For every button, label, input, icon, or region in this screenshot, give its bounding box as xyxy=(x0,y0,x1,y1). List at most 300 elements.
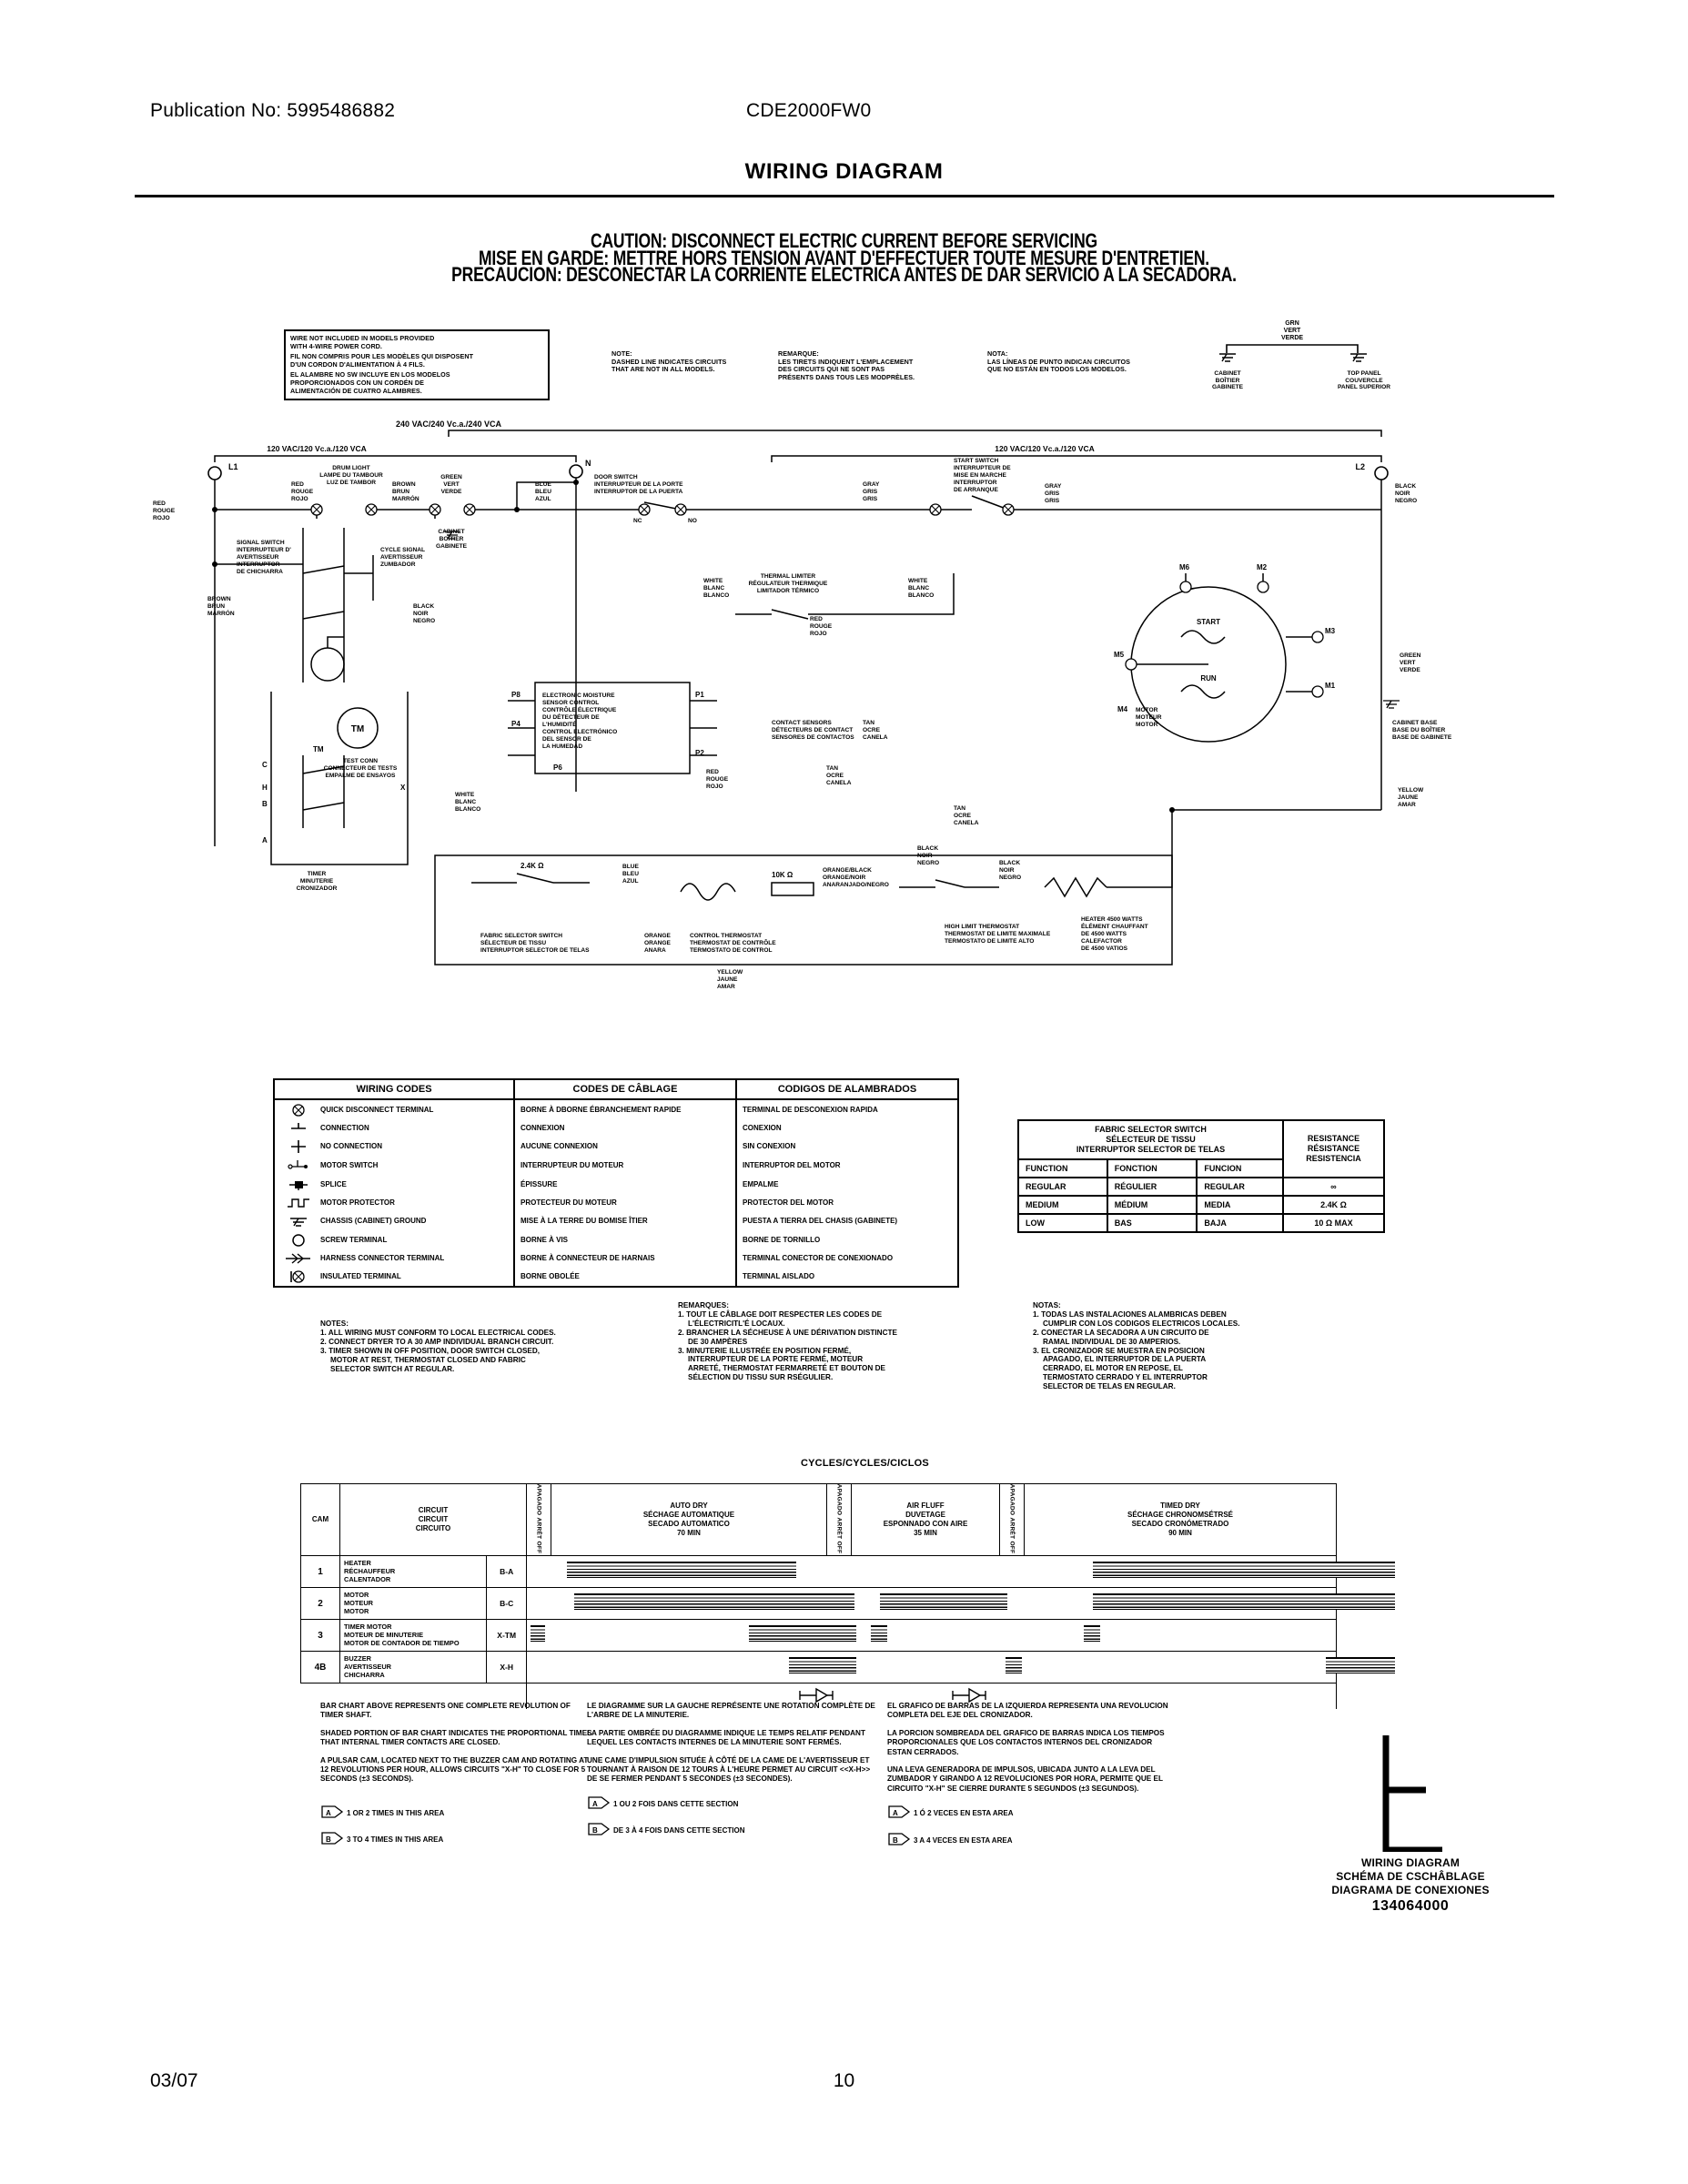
code-label-en: CHASSIS (CABINET) GROUND xyxy=(317,1211,514,1230)
cam-bar xyxy=(880,1593,1007,1610)
circuit-header-fr: CIRCUIT xyxy=(418,1515,449,1524)
flag-legend-text: 3 TO 4 TIMES IN THIS AREA xyxy=(347,1835,444,1845)
footer-page-number: 10 xyxy=(833,2070,855,2091)
wire-label: VERDE xyxy=(440,489,462,495)
wire-label: ROJO xyxy=(810,631,827,637)
component-label: INTERRUPTEUR D' xyxy=(237,547,291,553)
component-label: MISE EN MARCHE xyxy=(954,472,1006,479)
svg-text:A: A xyxy=(326,1808,331,1817)
code-label-fr: BORNE À DBORNE ÉBRANCHEMENT RAPIDE xyxy=(514,1099,736,1119)
flag-b-icon xyxy=(887,1833,911,1848)
fabric-title-fr: SÉLECTEUR DE TISSU xyxy=(1106,1135,1196,1144)
component-label: CONTROL ELECTRÓNICO xyxy=(542,729,618,735)
fabric-resistance: 2.4K Ω xyxy=(1283,1196,1384,1214)
wire-label: RED xyxy=(153,500,166,507)
notes-es xyxy=(1033,1301,1333,1391)
chassis-ground-icons xyxy=(444,531,1400,708)
cycle-header-auto-dry xyxy=(551,1484,827,1556)
wire-label: GRAY xyxy=(863,481,880,488)
fabric-title-en: FABRIC SELECTOR SWITCH xyxy=(1095,1125,1207,1134)
wire-label: BLEU xyxy=(535,489,551,495)
cycle-name: AUTO DRY xyxy=(670,1502,708,1511)
component-label: RÉGULATEUR THERMIQUE xyxy=(748,581,828,587)
explanation-en xyxy=(320,1702,593,1848)
note-item: CERRADO, EL MOTOR EN REPOSE, EL xyxy=(1043,1364,1183,1373)
wire-note-line: PROPORCIONADOS CON UN CORDÉN DE xyxy=(290,378,424,387)
wire-label: ROJO xyxy=(153,515,170,521)
component-label: MOTEUR xyxy=(1136,714,1162,721)
wire-label: BLANC xyxy=(703,585,725,592)
component-label: TERMOSTATO DE CONTROL xyxy=(690,947,773,954)
circuit-name: RÉCHAUFFEUR xyxy=(344,1566,396,1575)
component-label: FABRIC SELECTOR SWITCH xyxy=(480,933,562,939)
code-label-fr: MISE À LA TERRE DU BOMISE ÎTIER xyxy=(514,1211,736,1230)
off-label: ARRÊT xyxy=(1008,1517,1016,1540)
no-connection-icon xyxy=(274,1137,317,1156)
terminal-m3: M3 xyxy=(1325,627,1336,635)
flag-legend-a-en xyxy=(320,1805,593,1821)
fabric-resistance: ∞ xyxy=(1283,1178,1384,1196)
cycle-name: ESPONNADO CON AIRE xyxy=(883,1520,968,1529)
splice-icon xyxy=(274,1175,317,1194)
cam-circuit xyxy=(340,1588,487,1620)
flag-legend-b-es xyxy=(887,1833,1169,1848)
wire-label: OCRE xyxy=(863,727,881,733)
component-label: BOÎTIER xyxy=(439,536,464,542)
flag-legend-b-fr xyxy=(587,1823,878,1838)
wire-label: OCRE xyxy=(826,773,844,779)
note-item: DE 30 AMPÈRES xyxy=(688,1337,748,1346)
wire-label: GRIS xyxy=(863,496,878,502)
wire-note-line: ALIMENTACIÓN DE CUATRO ALAMBRES. xyxy=(290,386,422,395)
fabric-fn-en: REGULAR xyxy=(1018,1178,1107,1196)
resistance-title-fr: RÉSISTANCE xyxy=(1307,1144,1360,1153)
schematic-labels xyxy=(228,420,1365,471)
code-label-es: SIN CONEXION xyxy=(736,1137,958,1156)
component-label: CONTRÔLE ÉLECTRIQUE xyxy=(542,707,617,713)
code-label-en: CONNECTION xyxy=(317,1119,514,1137)
cycle-header-air-fluff xyxy=(852,1484,1000,1556)
off-column-2 xyxy=(827,1484,852,1556)
ground-label-right: PANEL SUPERIOR xyxy=(1337,384,1390,391)
fabric-col-fr: FONCTION xyxy=(1107,1159,1198,1178)
code-label-en: SPLICE xyxy=(317,1175,514,1194)
supply-terminals xyxy=(208,465,1388,480)
note-item: 3. TIMER SHOWN IN OFF POSITION, DOOR SWITCH CLOSED, xyxy=(320,1346,541,1355)
ground-wire-color: VERT xyxy=(1283,328,1301,334)
off-label: ARRÊT xyxy=(835,1517,843,1540)
cam-bar xyxy=(1006,1657,1022,1673)
note-item: L'ÉLECTRICITL'É LOCAUX. xyxy=(688,1319,785,1328)
component-label: LA HUMEDAD xyxy=(542,743,583,750)
table-row xyxy=(274,1156,958,1175)
logo-caption-fr: SCHÉMA DE CSCHÂBLAGE xyxy=(1336,1870,1485,1883)
off-column-3 xyxy=(1000,1484,1025,1556)
label-n: N xyxy=(585,459,591,468)
explanation-paragraph: UNA LEVA GENERADORA DE IMPULSOS, UBICADA JUNTO A LA LEVA DEL ZUMBADOR Y GIRANDO A 12 REVOLUCIONES POR HORA, PERMITE QUE EL CIRCUITO "X-H" SE CIERRE DURANTE 5 SEGUNDOS (±3 SEGUNDOS). xyxy=(887,1765,1163,1793)
wire-label: YELLOW xyxy=(1398,787,1424,794)
note-item: INTERRUPTEUR DE LA PORTE FERMÉ, MOTEUR xyxy=(688,1355,864,1364)
wire-label: CANELA xyxy=(826,780,852,786)
circuit-name: MOTEUR DE MINUTERIE xyxy=(344,1630,424,1639)
code-label-en: SCREW TERMINAL xyxy=(317,1230,514,1249)
circuit-name: MOTEUR xyxy=(344,1598,374,1607)
component-label: TIMER xyxy=(307,871,327,877)
component-label: SIGNAL SWITCH xyxy=(237,540,285,546)
schematic-svg xyxy=(135,300,1554,1028)
cam-track-3 xyxy=(527,1620,1337,1652)
component-label: INTERRUPTOR xyxy=(954,480,997,486)
resistance-title-en: RESISTANCE xyxy=(1307,1134,1360,1143)
cycle-name: DUVETAGE xyxy=(905,1511,945,1520)
wire-label: AMAR xyxy=(1398,802,1416,808)
cam-bar xyxy=(789,1657,856,1673)
diagram-identification-block xyxy=(1301,1734,1520,1915)
code-label-es: TERMINAL CONECTOR DE CONEXIONADO xyxy=(736,1249,958,1267)
code-label-es: PUESTA A TIERRA DEL CHASIS (GABINETE) xyxy=(736,1211,958,1230)
wire-label: BRUN xyxy=(207,603,226,610)
circuit-header-en: CIRCUIT xyxy=(418,1506,449,1515)
cycle-duration: 35 MIN xyxy=(914,1529,937,1538)
notes-fr xyxy=(678,1301,978,1382)
logo-caption-en: WIRING DIAGRAM xyxy=(1360,1856,1461,1869)
screw-terminal-icon xyxy=(274,1230,317,1249)
wire-note-line: WITH 4-WIRE POWER CORD. xyxy=(290,341,382,350)
resistance-label: 10K Ω xyxy=(772,871,793,879)
label-l2: L2 xyxy=(1355,462,1365,471)
code-label-en: INSULATED TERMINAL xyxy=(317,1267,514,1287)
code-label-fr: BORNE À CONNECTEUR DE HARNAIS xyxy=(514,1249,736,1267)
component-label: INTERRUPTOR SELECTOR DE TELAS xyxy=(480,947,590,954)
cam-bar xyxy=(1093,1562,1395,1578)
off-label: OFF xyxy=(835,1541,843,1554)
circuit-column-header xyxy=(340,1484,527,1556)
component-label: HIGH LIMIT THERMOSTAT xyxy=(945,924,1020,930)
wire-label: TAN xyxy=(863,720,875,726)
terminal-m2: M2 xyxy=(1257,563,1268,571)
circuit-name: AVERTISSEUR xyxy=(344,1662,392,1671)
component-label: DE ARRANQUE xyxy=(954,487,998,493)
connection-icon xyxy=(274,1119,317,1137)
terminal-h: H xyxy=(262,784,268,792)
component-label: SENSOR CONTROL xyxy=(542,700,600,706)
codes-header-row xyxy=(274,1079,958,1099)
fabric-fn-en: MEDIUM xyxy=(1018,1196,1107,1214)
label-120vac-left: 120 VAC/120 Vc.a./120 VCA xyxy=(267,444,367,453)
logo-caption-es: DIAGRAMA DE CONEXIONES xyxy=(1331,1884,1490,1896)
wire-label: NOIR xyxy=(413,611,429,617)
wire-label: ROJO xyxy=(291,496,308,502)
component-label: CONTROL THERMOSTAT xyxy=(690,933,763,939)
electrolux-e-logo-icon xyxy=(1370,1734,1451,1852)
component-label: SENSORES DE CONTACTOS xyxy=(772,734,854,741)
fabric-fn-en: LOW xyxy=(1018,1214,1107,1232)
wire-label: ANARANJADO/NEGRO xyxy=(823,882,889,888)
explanation-paragraph: BAR CHART ABOVE REPRESENTS ONE COMPLETE REVOLUTION OF TIMER SHAFT. xyxy=(320,1702,571,1720)
flag-a-icon xyxy=(320,1805,344,1821)
fabric-col-es: FUNCION xyxy=(1197,1159,1283,1178)
wire-label: ROUGE xyxy=(706,776,729,783)
table-row xyxy=(301,1620,1337,1652)
explanation-paragraph: LA PORCION SOMBREADA DEL GRAFICO DE BARRAS INDICA LOS TIEMPOS PROPORCIONALES QUE LOS CONTACTOS INTERNOS DEL CRONIZADOR ESTAN CERRADOS. xyxy=(887,1728,1165,1756)
contact-label: NO xyxy=(688,518,697,524)
code-label-fr: AUCUNE CONNEXION xyxy=(514,1137,736,1156)
wire-label: BLACK xyxy=(917,845,939,852)
flag-a-icon xyxy=(887,1805,911,1821)
note-item: 2. CONECTAR LA SECADORA A UN CIRCUITO DE xyxy=(1033,1328,1209,1337)
flag-b-icon xyxy=(320,1832,344,1847)
code-label-es: TERMINAL AISLADO xyxy=(736,1267,958,1287)
terminal-p4: P4 xyxy=(511,720,521,728)
off-label: ARRÊT xyxy=(535,1517,542,1540)
code-label-fr: BORNE OBOLÉE xyxy=(514,1267,736,1287)
fabric-fn-fr: MÉDIUM xyxy=(1107,1196,1198,1214)
wire-label: BLANC xyxy=(908,585,930,592)
wire-label: WHITE xyxy=(455,792,475,798)
table-row xyxy=(274,1249,958,1267)
ground-label-left: GABINETE xyxy=(1211,384,1244,391)
note-item: APAGADO, EL INTERRUPTOR DE LA PUERTA xyxy=(1043,1355,1207,1364)
circuit-name: MOTOR xyxy=(344,1591,369,1600)
flag-legend-text: DE 3 À 4 FOIS DANS CETTE SECTION xyxy=(613,1826,745,1835)
cam-circuit xyxy=(340,1652,487,1684)
component-label: THERMAL LIMITER xyxy=(760,573,816,580)
code-label-es: EMPALME xyxy=(736,1175,958,1194)
terminal-a: A xyxy=(262,836,268,844)
fabric-selector-table xyxy=(1017,1119,1385,1233)
terminal-m5: M5 xyxy=(1114,651,1125,659)
note-item: CUMPLIR CON LOS CODIGOS ELECTRICOS LOCALES. xyxy=(1043,1319,1240,1328)
cycle-duration: 70 MIN xyxy=(677,1529,701,1538)
notes-title-en: NOTES: xyxy=(320,1320,349,1328)
wire-label: ROUGE xyxy=(291,489,314,495)
component-label: LAMPE DU TAMBOUR xyxy=(319,472,383,479)
ground-label-left: CABINET xyxy=(1214,370,1241,377)
wire-label: GRAY xyxy=(1045,483,1062,490)
wire-label: CANELA xyxy=(863,734,888,741)
wire-label: RED xyxy=(706,769,719,775)
code-label-en: MOTOR SWITCH xyxy=(317,1156,514,1175)
wire-label: NEGRO xyxy=(999,875,1022,881)
winding-label: START xyxy=(1196,618,1221,626)
wire-label: ROUGE xyxy=(810,623,833,630)
flag-a-icon xyxy=(587,1796,611,1812)
cam-code: X-TM xyxy=(487,1620,527,1652)
cam-number: 2 xyxy=(301,1588,340,1620)
motor-protector-icon xyxy=(274,1194,317,1211)
explanation-es xyxy=(887,1702,1169,1848)
ground-label-right: TOP PANEL xyxy=(1347,370,1381,377)
notes-title-fr: REMARQUES: xyxy=(678,1301,729,1309)
note-item: SELECTOR DE TELAS EN REGULAR. xyxy=(1043,1382,1176,1391)
component-label: CABINET xyxy=(438,529,465,535)
cam-bar xyxy=(1326,1657,1395,1673)
table-row xyxy=(1018,1178,1384,1196)
note-item: 1. TODAS LAS INSTALACIONES ALAMBRICAS DEBEN xyxy=(1033,1309,1227,1319)
component-label: ÉLÉMENT CHAUFFANT xyxy=(1081,924,1148,930)
fabric-resistance: 10 Ω MAX xyxy=(1283,1214,1384,1232)
tm-label: TM xyxy=(350,724,365,734)
note-item: SELECTOR SWITCH AT REGULAR. xyxy=(330,1364,455,1373)
flag-legend-a-es xyxy=(887,1805,1169,1821)
wire-label: ROUGE xyxy=(153,508,176,514)
code-label-fr: PROTECTEUR DU MOTEUR xyxy=(514,1194,736,1211)
wire-label: GRIS xyxy=(1045,498,1060,504)
motor-switch-icon xyxy=(274,1156,317,1175)
table-row xyxy=(274,1137,958,1156)
wire-label: GRIS xyxy=(863,489,878,495)
wire-label: GREEN xyxy=(440,474,462,480)
wire-label: NEGRO xyxy=(917,860,940,866)
component-label: DE 4500 WATTS xyxy=(1081,931,1127,937)
svg-text:A: A xyxy=(893,1809,898,1818)
ground-label-right: COUVERCLE xyxy=(1345,377,1383,384)
wire-label: ROJO xyxy=(706,784,723,790)
caution-block xyxy=(0,228,1688,286)
label-120vac-right: 120 VAC/120 Vc.a./120 VCA xyxy=(995,444,1095,453)
component-label: CABINET BASE xyxy=(1392,720,1438,726)
cam-bar xyxy=(531,1625,545,1642)
table-row xyxy=(274,1119,958,1137)
wire-label: BROWN xyxy=(207,596,231,602)
harness-connector-icon xyxy=(274,1249,317,1267)
wiring-schematic xyxy=(135,300,1554,1028)
terminal-x: X xyxy=(400,784,406,792)
wire-label: GRIS xyxy=(1045,490,1060,497)
table-row xyxy=(1018,1214,1384,1232)
wire-label: NOIR xyxy=(1395,490,1410,497)
flag-legend-text: 1 OR 2 TIMES IN THIS AREA xyxy=(347,1808,445,1817)
wire-label: NOIR xyxy=(917,853,933,859)
wire-label: ORANGE xyxy=(644,933,671,939)
off-label: APAGADO xyxy=(535,1484,542,1516)
component-label: INTERRUPTEUR DE xyxy=(954,465,1011,471)
flag-legend-a-fr xyxy=(587,1796,878,1812)
cam-code: X-H xyxy=(487,1652,527,1684)
table-row xyxy=(274,1211,958,1230)
code-label-en: MOTOR PROTECTOR xyxy=(317,1194,514,1211)
flag-legend-text: 1 OU 2 FOIS DANS CETTE SECTION xyxy=(613,1799,739,1808)
footer-date: 03/07 xyxy=(150,2070,198,2091)
component-label: HEATER 4500 WATTS xyxy=(1081,916,1143,923)
off-column-1 xyxy=(527,1484,551,1556)
fabric-fn-fr: RÉGULIER xyxy=(1107,1178,1198,1196)
table-row xyxy=(274,1175,958,1194)
chassis-ground-icon xyxy=(274,1211,317,1230)
code-label-fr: CONNEXION xyxy=(514,1119,736,1137)
note-line: DASHED LINE INDICATES CIRCUITS xyxy=(612,357,727,366)
code-label-en: NO CONNECTION xyxy=(317,1137,514,1156)
cam-track-1 xyxy=(527,1556,1337,1588)
label-240vac: 240 VAC/240 Vc.a./240 VCA xyxy=(396,420,501,429)
terminal-p6: P6 xyxy=(553,763,562,772)
wire-label: MARRÓN xyxy=(392,496,419,502)
wire-label: BLACK xyxy=(413,603,435,610)
table-row xyxy=(301,1652,1337,1684)
explanation-fr xyxy=(587,1702,878,1839)
note-line: NOTA: xyxy=(987,349,1008,358)
explanation-paragraph: A PULSAR CAM, LOCATED NEXT TO THE BUZZER CAM AND ROTATING AT 12 REVOLUTIONS PER HOUR, ALLOWS CIRCUITS "X-H" TO CLOSE FOR 5 SECONDS (±3 SECONDS). xyxy=(320,1755,589,1784)
component-label: MOTOR xyxy=(1136,707,1158,713)
wire-label: AMAR xyxy=(717,984,735,990)
ground-wire-color: VERDE xyxy=(1280,335,1304,341)
note-item: 3. MINUTERIE ILLUSTRÉE EN POSITION FERMÉ, xyxy=(678,1346,852,1355)
codes-header-es: CODIGOS DE ALAMBRADOS xyxy=(736,1079,958,1099)
label-l1: L1 xyxy=(228,462,238,471)
codes-header-fr: CODES DE CÂBLAGE xyxy=(514,1079,736,1099)
explanation-paragraph: EL GRAFICO DE BARRAS DE LA IZQUIERDA REPRESENTA UNA REVOLUCION COMPLETA DEL EJE DEL CRONIZADOR. xyxy=(887,1702,1168,1720)
diagram-number: 134064000 xyxy=(1371,1898,1450,1914)
cam-circuit xyxy=(340,1556,487,1588)
explanation-paragraph: LA PARTIE OMBRÉE DU DIAGRAMME INDIQUE LE TEMPS RELATIF PENDANT LEQUEL LES CONTACTS INTERNES DE LA MINUTERIE SONT FERMÉS. xyxy=(587,1728,865,1747)
wire-label: OCRE xyxy=(954,813,972,819)
wire-label: BLANCO xyxy=(908,592,935,599)
svg-text:A: A xyxy=(592,1799,598,1808)
flag-legend-text: 3 A 4 VECES EN ESTA AREA xyxy=(914,1835,1013,1845)
wire-label: RED xyxy=(810,616,823,622)
explanation-paragraph: SHADED PORTION OF BAR CHART INDICATES THE PROPORTIONAL TIMES THAT INTERNAL TIMER CONTACTS ARE CLOSED. xyxy=(320,1728,592,1747)
wire-label: CANELA xyxy=(954,820,979,826)
component-label: MINUTERIE xyxy=(299,878,334,885)
component-label: START SWITCH xyxy=(954,458,999,464)
cam-bar xyxy=(1093,1593,1395,1610)
component-label: CYCLE SIGNAL xyxy=(380,547,426,553)
note-line: LAS LÍNEAS DE PUNTO INDICAN CIRCUITOS xyxy=(987,357,1130,366)
component-label: CALEFACTOR xyxy=(1081,938,1122,945)
component-label: SÉLECTEUR DE TISSU xyxy=(480,940,547,946)
cycle-name: TIMED DRY xyxy=(1160,1502,1200,1511)
code-label-fr: INTERRUPTEUR DU MOTEUR xyxy=(514,1156,736,1175)
wire-label: ORANGE/BLACK xyxy=(823,867,872,874)
wire-label: BRUN xyxy=(392,489,410,495)
off-label: APAGADO xyxy=(835,1484,843,1516)
component-label: CRONIZADOR xyxy=(296,885,338,892)
circuit-name: CALENTADOR xyxy=(344,1574,391,1583)
code-label-es: TERMINAL DE DESCONEXION RAPIDA xyxy=(736,1099,958,1119)
code-label-en: QUICK DISCONNECT TERMINAL xyxy=(317,1099,514,1119)
table-row xyxy=(301,1588,1337,1620)
cam-bar xyxy=(567,1562,796,1578)
component-label: BASE DE GABINETE xyxy=(1392,734,1452,741)
terminal-b: B xyxy=(262,800,268,808)
cycle-duration: 90 MIN xyxy=(1168,1529,1192,1538)
wire-label: BLACK xyxy=(999,860,1021,866)
contact-label: NC xyxy=(633,518,642,524)
quick-disconnect-terminal-icon xyxy=(274,1099,317,1119)
table-row xyxy=(301,1556,1337,1588)
note-item: SÉLECTION DU TISSU SUR RSÉGULIER. xyxy=(688,1373,834,1382)
component-label: LIMITADOR TÉRMICO xyxy=(756,588,820,594)
wire-label: JAUNE xyxy=(717,976,738,983)
component-label: INTERRUPTOR xyxy=(237,561,280,568)
off-label: OFF xyxy=(535,1541,542,1554)
resistance-title-es: RESISTENCIA xyxy=(1306,1154,1361,1163)
cam-bar xyxy=(1084,1625,1100,1642)
cam-circuit xyxy=(340,1620,487,1652)
wire-label: NEGRO xyxy=(413,618,436,624)
circuit-name: MOTOR xyxy=(344,1606,369,1615)
wire-label: JAUNE xyxy=(1398,794,1419,801)
insulated-terminal-icon xyxy=(274,1267,317,1287)
component-label: DE 4500 VATIOS xyxy=(1081,945,1128,952)
header-divider xyxy=(135,195,1554,197)
component-label: MOTOR xyxy=(1136,722,1158,728)
wire-note-line: FIL NON COMPRIS POUR LES MODÈLES QUI DISPOSENT xyxy=(290,352,474,361)
note-item: TERMOSTATO CERRADO Y EL INTERRUPTOR xyxy=(1043,1373,1208,1382)
terminal-m4: M4 xyxy=(1117,705,1128,713)
table-row xyxy=(274,1099,958,1119)
component-label: ZUMBADOR xyxy=(380,561,416,568)
